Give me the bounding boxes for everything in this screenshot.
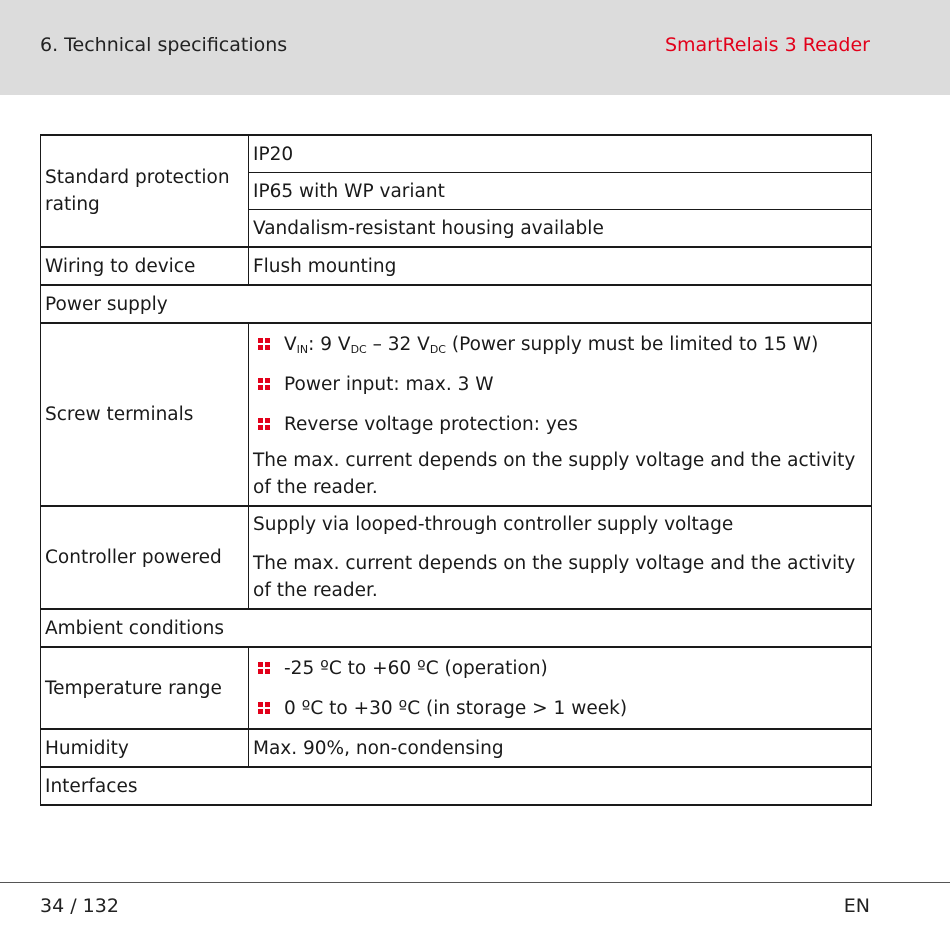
list-item: [253, 404, 867, 444]
table-row: [41, 609, 872, 647]
row-label-protection: Standard protection rating: [41, 135, 249, 247]
protection-value-1: IP20: [249, 135, 872, 173]
section-heading-power-supply: Power supply: [41, 285, 872, 323]
row-label-wiring: Wiring to device: [41, 247, 249, 285]
list-item: [253, 364, 867, 404]
row-label-screw-terminals: Screw terminals: [41, 323, 249, 506]
bullet-icon: [258, 378, 270, 390]
page-number: 34 / 132: [40, 895, 119, 917]
temperature-operation: -25 ºC to +60 ºC (operation): [284, 657, 548, 679]
list-item: [253, 324, 867, 364]
section-heading-ambient: Ambient conditions: [41, 609, 872, 647]
section-heading-interfaces: Interfaces: [41, 767, 872, 805]
temperature-storage: 0 ºC to +30 ºC (in storage > 1 week): [284, 697, 628, 719]
product-name: SmartRelais 3 Reader: [664, 34, 870, 56]
list-item: [253, 688, 867, 728]
row-label-controller-powered: Controller powered: [41, 506, 249, 609]
controller-powered-cell: [249, 506, 872, 609]
page-header: [0, 0, 950, 95]
footer-divider: [0, 882, 950, 883]
table-row: [41, 647, 872, 729]
vin-spec: $V_{IN}$: 9 $V_{DC} - 32$ $V_{DC}$ (Power supply must be limited to 15 W): [284, 333, 819, 356]
table-row: [41, 135, 872, 173]
row-label-temperature: Temperature range: [41, 647, 249, 729]
bullet-icon: [258, 338, 270, 350]
language-code: EN: [843, 895, 870, 917]
table-row: [41, 506, 872, 609]
spec-table: [40, 134, 872, 806]
wiring-value: Flush mounting: [249, 247, 872, 285]
humidity-value: Max. 90%, non-condensing: [249, 729, 872, 767]
section-title: 6. Technical specifications: [40, 34, 288, 56]
table-row: [41, 247, 872, 285]
power-input-spec: Power input: max. 3 W: [284, 373, 494, 395]
screw-terminals-note: The max. current depends on the supply voltage and the activity of the reader.: [253, 450, 856, 498]
reverse-voltage-spec: Reverse voltage protection: yes: [284, 413, 578, 435]
table-row: [41, 285, 872, 323]
temperature-cell: [249, 647, 872, 729]
row-label-humidity: Humidity: [41, 729, 249, 767]
controller-note: The max. current depends on the supply voltage and the activity of the reader.: [253, 553, 856, 601]
controller-supply-text: Supply via looped-through controller supply voltage: [253, 514, 734, 535]
protection-value-2: IP65 with WP variant: [249, 173, 872, 210]
table-row: [41, 729, 872, 767]
table-row: [41, 767, 872, 805]
screw-terminals-cell: [249, 323, 872, 506]
bullet-icon: [258, 418, 270, 430]
table-row: [41, 323, 872, 506]
bullet-icon: [258, 702, 270, 714]
list-item: [253, 648, 867, 688]
bullet-icon: [258, 662, 270, 674]
protection-value-3: Vandalism-resistant housing available: [249, 210, 872, 248]
